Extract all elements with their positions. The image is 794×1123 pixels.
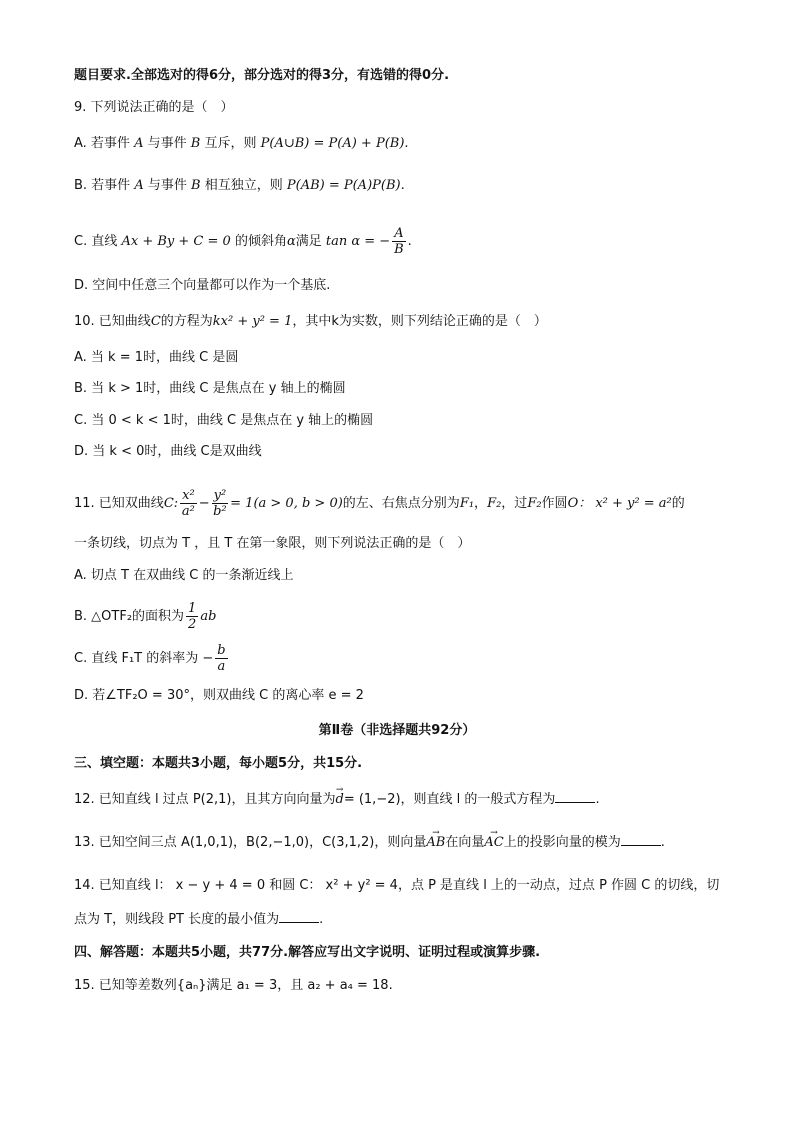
question-14-line-2: 点为 T，则线段 PT 长度的最小值为 .	[74, 912, 324, 927]
question-11-stem-continued: 一条切线，切点为 T ，且 T 在第一象限，则下列说法正确的是（ ）	[74, 536, 471, 551]
question-11-option-a: A. 切点 T 在双曲线 C 的一条渐近线上	[74, 568, 294, 583]
question-10-option-b: B. 当 k > 1时，曲线 C 是焦点在 y 轴上的椭圆	[74, 381, 346, 396]
fraction-a-over-b: $\frac{A}{B}$	[394, 226, 404, 257]
question-9-stem: 9. 下列说法正确的是（ ）	[74, 100, 234, 115]
question-10-option-a: A. 当 k = 1时，曲线 C 是圆	[74, 350, 239, 365]
question-10-stem: 10. 已知曲线C的方程为kx² + y² = 1，其中k为实数，则下列结论正确的是（ ）	[74, 314, 547, 329]
answer-blank[interactable]	[555, 790, 595, 803]
question-9-option-b: B. 若事件 A 与事件 B 相互独立，则 P(AB) = P(A)P(B).	[74, 178, 405, 193]
question-11-option-b: B. △OTF₂的面积为 $\frac{1}{2}$ ab	[74, 601, 217, 632]
question-12: 12. 已知直线 l 过点 P(2,1)，且其方向向量为→ d= (1,−2)，则直线 l 的一般式方程为 .	[74, 790, 734, 810]
question-14-line-1: 14. 已知直线 l： x − y + 4 = 0 和圆 C： x² + y² = 4，点 P 是直线 l 上的一动点，过点 P 作圆 C 的切线，切	[74, 878, 720, 893]
question-10-option-c: C. 当 0 < k < 1时，曲线 C 是焦点在 y 轴上的椭圆	[74, 413, 374, 428]
part-2-heading: 第Ⅱ卷（非选择题共92分）	[318, 723, 476, 738]
question-10-option-d: D. 当 k < 0时，曲线 C是双曲线	[74, 444, 262, 459]
question-11-option-d: D. 若∠TF₂O = 30°，则双曲线 C 的离心率 e = 2	[74, 688, 364, 703]
instruction-text: 题目要求.全部选对的得6分，部分选对的得3分，有选错的得0分.	[74, 68, 450, 83]
question-9-option-c: C. 直线 Ax + By + C = 0 的倾斜角α满足 tan α = − $\frac{A}{B}$ .	[74, 226, 412, 257]
question-9-option-a: A. 若事件 A 与事件 B 互斥，则 P(A∪B) = P(A) + P(B).	[74, 136, 409, 151]
question-9-option-d: D. 空间中任意三个向量都可以作为一个基底.	[74, 278, 331, 293]
answer-blank[interactable]	[621, 833, 661, 846]
answer-blank[interactable]	[279, 910, 319, 923]
question-13: 13. 已知空间三点 A(1,0,1)，B(2,−1,0)，C(3,1,2)，则向量→ AB在向量→ AC上的投影向量的模为 .	[74, 833, 734, 853]
question-11-stem: 11. 已知双曲线C: $\frac{\text{x²}}{\text{a²}}$ − $\frac{\text{y²}}{\text{b²}}$ = 1(a > 0, b > 0)的左、右焦点分别为F₁，F₂，过F₂作圆O： x² + y² = a²的	[74, 488, 685, 519]
question-11-option-c: C. 直线 F₁T 的斜率为 − $\frac{b}{a}$	[74, 643, 226, 674]
section-4-heading: 四、解答题：本题共5小题，共77分.解答应写出文字说明、证明过程或演算步骤.	[74, 945, 541, 960]
section-3-heading: 三、填空题：本题共3小题，每小题5分，共15分.	[74, 756, 363, 771]
question-15: 15. 已知等差数列{aₙ}满足 a₁ = 3，且 a₂ + a₄ = 18.	[74, 978, 393, 993]
